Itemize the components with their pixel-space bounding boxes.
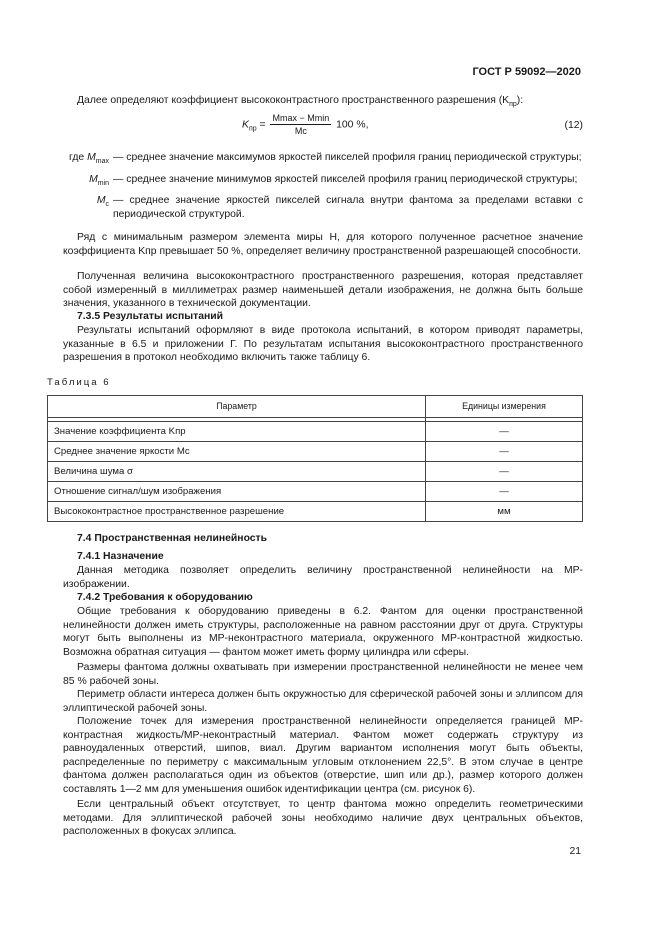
table-cell: — xyxy=(426,422,583,442)
definition-item xyxy=(47,173,583,191)
formula-denominator: Mc xyxy=(294,126,307,136)
formula-tail: 100 %, xyxy=(336,119,369,131)
table-row xyxy=(48,482,583,502)
table-caption: Таблица 6 xyxy=(47,377,111,388)
table-cell: — xyxy=(426,482,583,502)
section-7-4-2-paragraph: Периметр области интереса должен быть окружностью для сферической рабочей зоны и эллипсом для эллиптической рабочей зоны. xyxy=(63,689,583,714)
table-cell: мм xyxy=(426,502,583,522)
section-7-4-2-title: 7.4.2 Требования к оборудованию xyxy=(77,592,253,603)
section-7-4-2-paragraph: Если центральный объект отсутствует, то центр фантома можно определить геометрическими методами. Для эллиптической рабочей зоны необходимо наличие двух центральных объектов, расположенных в фокусах эллипса. xyxy=(63,799,583,838)
definition-item xyxy=(47,151,583,169)
paragraph-resolution: Полученная величина высококонтрастного пространственного разрешения, которая представляет собой измеренный в миллиметрах размер наименьшей детали изображения, не должна быть больше значения, указанного в технической документации. xyxy=(63,271,583,310)
definition-symbol: M xyxy=(89,173,98,185)
table-cell: Среднее значение яркости Mс xyxy=(48,442,426,462)
table-row xyxy=(48,502,583,522)
section-7-4-1-text: Данная методика позволяет определить величину пространственной нелинейности на МР-изображении. xyxy=(63,565,583,590)
table-row xyxy=(48,462,583,482)
section-7-4-title: 7.4 Пространственная нелинейность xyxy=(77,533,268,544)
document-header: ГОСТ Р 59092—2020 xyxy=(472,66,581,78)
definition-text: — среднее значение минимумов яркостей пикселей профиля границ периодической структуры; xyxy=(113,173,578,185)
intro-end: ): xyxy=(516,95,524,106)
definition-text: — среднее значение яркостей пикселей сигнала внутри фантома за пределами вставки с периодической структурой. xyxy=(113,195,583,220)
section-7-4-1-title: 7.4.1 Назначение xyxy=(77,551,164,562)
table-header-cell: Единицы измерения xyxy=(426,396,583,418)
intro-subscript: пр xyxy=(509,101,517,109)
definition-symbol-sub: min xyxy=(97,179,109,187)
table-cell: — xyxy=(426,442,583,462)
definition-text: — среднее значение максимумов яркостей пикселей профиля границ периодической структуры; xyxy=(113,152,582,163)
section-7-4-2-paragraph: Размеры фантома должны охватывать при измерении пространственной нелинейности не менее чем 85 % рабочей зоны. xyxy=(63,662,583,687)
intro-paragraph xyxy=(63,94,583,112)
formula-12: $K_{пр}$ = $\frac{Mmax - Mmin}{Mc}$ 100 %, xyxy=(242,113,369,136)
intro-text: Далее определяют коэффициент высококонтрастного пространственного разрешения (K xyxy=(77,95,510,106)
equation-number: (12) xyxy=(564,120,583,131)
table-header-cell: Параметр xyxy=(48,396,426,418)
formula-numerator: Mmax − Mmin xyxy=(272,113,330,123)
section-7-4-2-paragraph: Положение точек для измерения пространственной нелинейности определяется границей МР-контрастная жидкость/МР-неконтрастный материал. Фантом может содержать структуру из равноудаленных отверстий, шипов, виал. Другим вариантом исполнения могут быть объекты, распределенные по периметру с максимальным угловым отклонением 22,5°. В этом случае в центре фантома должен располагаться один из объектов (отверстие, шип или др.), размер которого должен составлять 1—2 мм для уменьшения ошибок идентификации центра (см. рисунок 6). xyxy=(63,716,583,795)
table-row xyxy=(48,442,583,462)
definition-symbol: M xyxy=(96,195,106,207)
formula-fraction xyxy=(270,112,331,137)
definition-prefix: где xyxy=(69,152,85,163)
table-cell: Величина шума σ xyxy=(48,462,426,482)
section-7-3-5-title: 7.3.5 Результаты испытаний xyxy=(77,311,224,322)
paragraph-range: Ряд с минимальным размером элемента миры H, для которого полученное расчетное значение коэффициента Kпр превышает 50 %, определяет величину пространственной разрешающей способности. xyxy=(63,232,583,257)
table-header-row xyxy=(48,396,583,418)
table-cell: Высококонтрастное пространственное разрешение xyxy=(48,502,426,522)
table-cell: Отношение сигнал/шум изображения xyxy=(48,482,426,502)
section-7-4-2-paragraph: Общие требования к оборудованию приведены в 6.2. Фантом для оценки пространственной нелинейности должен иметь структуры, расположенные на равном расстоянии друг от друга. Структуры могут быть выполнены из МР-неконтрастного материала, окруженного МР-контрастной жидкостью. Возможна обратная ситуация — фантом может иметь форму цилиндра или сферы. xyxy=(63,606,583,658)
table-6 xyxy=(47,395,583,522)
definition-symbol: M xyxy=(87,152,96,163)
page-number: 21 xyxy=(569,846,581,857)
formula-lhs-sub: пр xyxy=(248,125,257,133)
definition-item xyxy=(47,194,583,221)
definition-symbol-sub: c xyxy=(105,201,109,209)
section-7-3-5-text: Результаты испытаний оформляют в виде протокола испытаний, в котором приводят параметры, указанные в 6.5 и приложении Г. По результатам испытания высококонтрастного пространственного разрешения в протокол необходимо включить также таблицу 6. xyxy=(63,325,583,364)
table-cell: Значение коэффициента Kпр xyxy=(48,422,426,442)
table-cell: — xyxy=(426,462,583,482)
formula-lhs: K xyxy=(242,119,249,131)
definition-list xyxy=(47,151,583,222)
table-row xyxy=(48,422,583,442)
definition-symbol-sub: max xyxy=(95,158,109,166)
